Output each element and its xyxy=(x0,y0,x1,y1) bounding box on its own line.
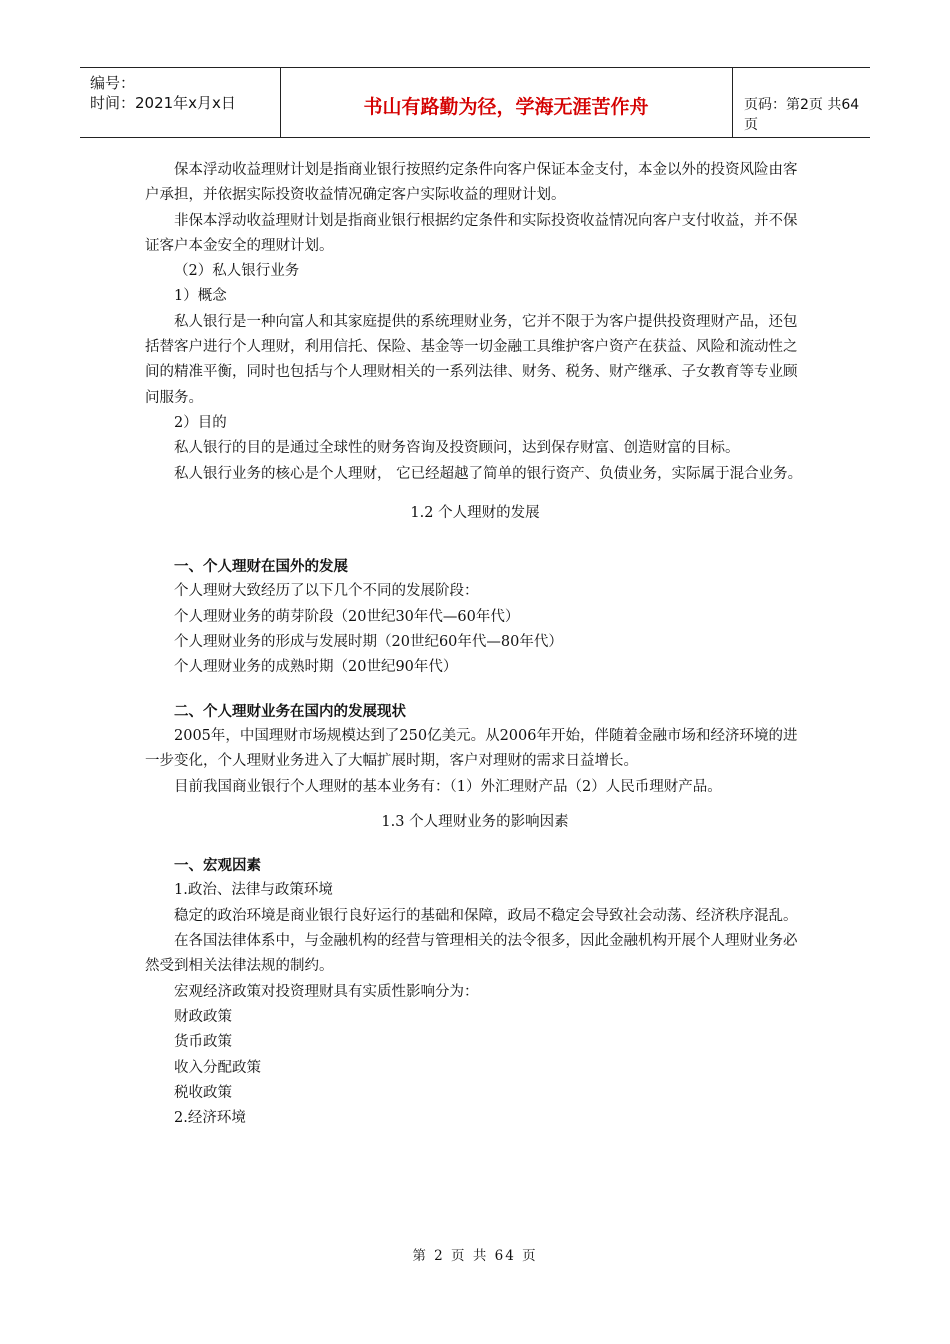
serial-number-label: 编号： xyxy=(90,74,136,92)
paragraph: 私人银行业务的核心是个人理财， 它已经超越了简单的银行资产、负债业务，实际属于混合业务。 xyxy=(174,465,803,482)
list-item: 税收政策 xyxy=(174,1084,232,1101)
header-meta-cell xyxy=(80,68,281,137)
paragraph: 宏观经济政策对投资理财具有实质性影响分为： xyxy=(174,983,479,1000)
list-item: 个人理财业务的成熟时期（20世纪90年代） xyxy=(174,659,458,676)
paragraph: 私人银行是一种向富人和其家庭提供的系统理财业务，它并不限于为客户提供投资理财产品，还包括替客户进行个人理财，利用信托、保险、基金等一切金融工具维护客户资产在获益、风险和流动性之间的精准平衡，同时也包括与个人理财相关的一系列法律、财务、税务、财产继承、子女教育等专业顾问服务。 xyxy=(145,313,798,406)
paragraph: 目前我国商业银行个人理财的基本业务有：（1）外汇理财产品（2）人民币理财产品。 xyxy=(174,778,722,795)
subheading: 2.经济环境 xyxy=(174,1110,246,1127)
paragraph: 非保本浮动收益理财计划是指商业银行根据约定条件和实际投资收益情况向客户支付收益，并不保证客户本金安全的理财计划。 xyxy=(145,212,798,254)
header-page-cell xyxy=(732,68,870,137)
subheading: 2）目的 xyxy=(174,414,227,431)
paragraph: 稳定的政治环境是商业银行良好运行的基础和保障，政局不稳定会导致社会动荡、经济秩序混乱。 xyxy=(174,907,798,924)
section-title-domestic: 二、个人理财业务在国内的发展现状 xyxy=(174,702,406,720)
section-title-abroad: 一、个人理财在国外的发展 xyxy=(174,558,348,576)
section-heading-1-2: 1.2 个人理财的发展 xyxy=(410,504,540,521)
subheading: 1）概念 xyxy=(174,288,227,305)
page-footer: 第 2 页 共 64 页 xyxy=(412,1248,538,1264)
header-motto: 书山有路勤为径，学海无涯苦作舟 xyxy=(363,96,649,118)
header-page-info: 页码：第2页 共64页 xyxy=(744,97,860,133)
paragraph: 保本浮动收益理财计划是指商业银行按照约定条件向客户保证本金支付，本金以外的投资风险由客户承担，并依据实际投资收益情况确定客户实际收益的理财计划。 xyxy=(145,162,798,204)
list-item: 财政政策 xyxy=(174,1008,232,1025)
list-item: 收入分配政策 xyxy=(174,1059,261,1076)
paragraph: 私人银行的目的是通过全球性的财务咨询及投资顾问，达到保存财富、创造财富的目标。 xyxy=(174,440,740,457)
list-item: 货币政策 xyxy=(174,1034,232,1051)
section-heading-1-3: 1.3 个人理财业务的影响因素 xyxy=(381,813,569,830)
paragraph: 在各国法律体系中，与金融机构的经营与管理相关的法令很多，因此金融机构开展个人理财业务必然受到相关法律法规的制约。 xyxy=(145,933,798,975)
section-title-macro: 一、宏观因素 xyxy=(174,857,261,875)
date-label: 时间：2021年x月x日 xyxy=(90,94,236,112)
subheading: 1.政治、法律与政策环境 xyxy=(174,882,333,899)
paragraph: 个人理财大致经历了以下几个不同的发展阶段： xyxy=(174,583,479,600)
list-item: 个人理财业务的萌芽阶段（20世纪30年代—60年代） xyxy=(174,608,520,625)
page-header xyxy=(80,67,870,138)
document-body xyxy=(145,158,805,1131)
list-item: 个人理财业务的形成与发展时期（20世纪60年代—80年代） xyxy=(174,634,563,651)
header-motto-cell xyxy=(280,68,733,137)
subheading: （2）私人银行业务 xyxy=(174,263,300,280)
paragraph: 2005年，中国理财市场规模达到了250亿美元。从2006年开始，伴随着金融市场和经济环境的进一步变化，个人理财业务进入了大幅扩展时期，客户对理财的需求日益增长。 xyxy=(145,727,798,770)
